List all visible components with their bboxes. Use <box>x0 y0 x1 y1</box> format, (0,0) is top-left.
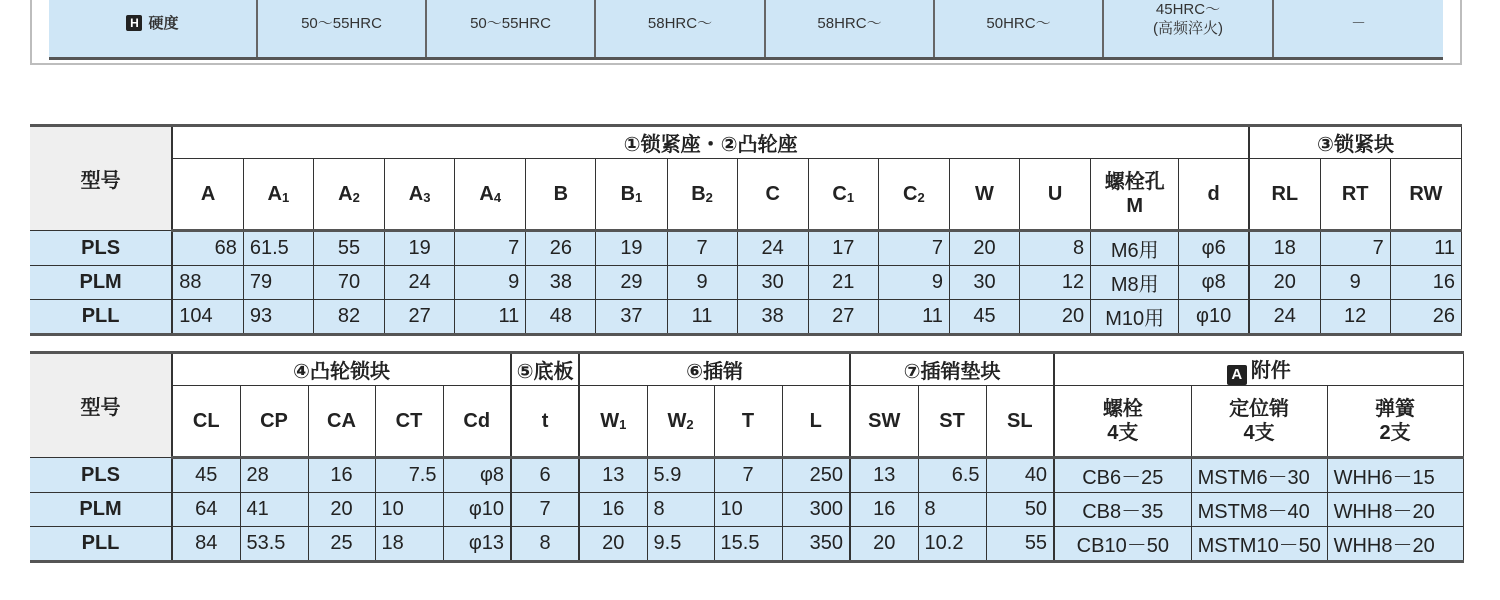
spec-table-2 <box>30 351 1464 563</box>
table1-group-lock-cam: ①锁紧座・②凸轮座 <box>172 126 1249 159</box>
model-cell: PLM <box>30 493 172 527</box>
table2-group-cam-lock: ④凸轮锁块 <box>172 353 511 386</box>
col-header: CL <box>172 386 240 458</box>
cell: 300 <box>782 493 850 527</box>
cell: 15.5 <box>714 527 782 562</box>
cell: 82 <box>313 300 384 335</box>
cell: 9 <box>878 266 949 300</box>
cell: CB8－35 <box>1054 493 1191 527</box>
col-sub: 1 <box>846 189 855 205</box>
col-header: $W_2$ <box>647 386 714 458</box>
cell: 11 <box>455 300 526 335</box>
col-header: Cd <box>443 386 511 458</box>
cell: 350 <box>782 527 850 562</box>
cell: 88 <box>172 266 243 300</box>
cell: 104 <box>172 300 243 335</box>
cell: 20 <box>308 493 375 527</box>
col-header-line: 2支 <box>1379 422 1411 444</box>
cell: 45 <box>172 458 240 493</box>
col-header: $C_2$ <box>878 159 949 231</box>
cell: 9 <box>455 266 526 300</box>
cell: 68 <box>172 231 243 266</box>
col-header: RW <box>1390 159 1461 231</box>
col-header: RL <box>1249 159 1320 231</box>
col-header: $A_4$ <box>455 159 526 231</box>
col-header-line: M <box>1126 195 1144 217</box>
col-header-dowel-pin <box>1191 386 1327 458</box>
table1-group-row <box>30 126 1462 159</box>
hardness-value: 58HRC～ <box>595 0 765 59</box>
cell: 5.9 <box>647 458 714 493</box>
cell: 30 <box>949 266 1019 300</box>
model-cell: PLL <box>30 527 172 562</box>
cell: 20 <box>850 527 918 562</box>
col-sub: 1 <box>635 189 643 205</box>
table2-row-pls <box>30 458 1463 493</box>
table1-group-lock-block: ③锁紧块 <box>1249 126 1462 159</box>
hardness-value: 58HRC～ <box>765 0 934 59</box>
cell: 18 <box>1249 231 1320 266</box>
cell: 9 <box>1320 266 1390 300</box>
hardness-row <box>49 0 1443 59</box>
table1-model-header: 型号 <box>30 126 172 231</box>
cell: 16 <box>1390 266 1461 300</box>
cell: 6.5 <box>918 458 986 493</box>
cell: WHH6－15 <box>1327 458 1463 493</box>
cell: 20 <box>1249 266 1320 300</box>
col-header: SW <box>850 386 918 458</box>
col-sub: 2 <box>917 189 925 205</box>
cell: φ8 <box>1179 266 1249 300</box>
cell: 41 <box>240 493 308 527</box>
hardness-table <box>49 0 1443 60</box>
col-header-line: 螺栓 <box>1102 398 1143 420</box>
cell: 19 <box>596 231 667 266</box>
cell: 84 <box>172 527 240 562</box>
cell: 12 <box>1320 300 1390 335</box>
col-header: A <box>172 159 243 231</box>
col-sub: 4 <box>493 189 502 205</box>
col-sub: 1 <box>619 416 627 432</box>
cell: 27 <box>385 300 455 335</box>
col-header-bolt-hole <box>1091 159 1179 231</box>
cell: 7 <box>878 231 949 266</box>
table1-row-plm <box>30 266 1462 300</box>
col-sub: 2 <box>352 189 360 205</box>
table1-row-pll <box>30 300 1462 335</box>
cell: 9 <box>667 266 737 300</box>
cell: MSTM10－50 <box>1191 527 1327 562</box>
col-header: T <box>714 386 782 458</box>
col-header-line: 弹簧 <box>1375 398 1416 420</box>
cell: 16 <box>850 493 918 527</box>
cell: φ10 <box>443 493 511 527</box>
col-header-spring <box>1327 386 1463 458</box>
cell: CB6－25 <box>1054 458 1191 493</box>
cell: 45 <box>949 300 1019 335</box>
col-header: $B_2$ <box>667 159 737 231</box>
cell: 40 <box>986 458 1054 493</box>
col-header-line: 定位销 <box>1229 398 1290 420</box>
cell: 7 <box>667 231 737 266</box>
col-header: $B_1$ <box>596 159 667 231</box>
col-header: $A_2$ <box>313 159 384 231</box>
cell: 37 <box>596 300 667 335</box>
cell: 61.5 <box>243 231 313 266</box>
col-sub: 1 <box>282 189 290 205</box>
cell: WHH8－20 <box>1327 493 1463 527</box>
table2-model-header: 型号 <box>30 353 172 458</box>
cell: 6 <box>511 458 579 493</box>
cell: φ8 <box>443 458 511 493</box>
cell: 7.5 <box>375 458 443 493</box>
col-header: B <box>526 159 596 231</box>
cell: φ13 <box>443 527 511 562</box>
cell: 55 <box>313 231 384 266</box>
col-header-line: 4支 <box>1243 422 1275 444</box>
hardness-value-line2: (高频淬火) <box>1153 20 1223 37</box>
model-cell: PLL <box>30 300 172 335</box>
hardness-value: 50～55HRC <box>426 0 595 59</box>
cell: WHH8－20 <box>1327 527 1463 562</box>
cell: 7 <box>714 458 782 493</box>
table1-row-pls <box>30 231 1462 266</box>
cell: 18 <box>375 527 443 562</box>
table2-row-plm <box>30 493 1463 527</box>
cell: 16 <box>308 458 375 493</box>
cell: φ10 <box>1179 300 1249 335</box>
cell: 19 <box>385 231 455 266</box>
cell: 8 <box>511 527 579 562</box>
col-sub: 2 <box>686 416 694 432</box>
cell: 30 <box>737 266 808 300</box>
cell: 10 <box>375 493 443 527</box>
table2-group-base-plate: ⑤底板 <box>511 353 579 386</box>
col-header: L <box>782 386 850 458</box>
cell: 7 <box>511 493 579 527</box>
table2-group-pin-spacer: ⑦插销垫块 <box>850 353 1054 386</box>
hardness-value: 50HRC～ <box>934 0 1103 59</box>
cell: 9.5 <box>647 527 714 562</box>
cell: 93 <box>243 300 313 335</box>
cell: 24 <box>737 231 808 266</box>
cell: 16 <box>579 493 647 527</box>
hardness-value-line1: 45HRC～ <box>1155 1 1221 18</box>
model-cell: PLS <box>30 458 172 493</box>
hardness-value: 50～55HRC <box>257 0 426 59</box>
cell: 10.2 <box>918 527 986 562</box>
cell: M6用 <box>1091 231 1179 266</box>
hardness-value: － <box>1273 0 1443 59</box>
col-header-line: 4支 <box>1107 422 1139 444</box>
col-sub: 3 <box>423 189 431 205</box>
hardness-label-cell <box>49 0 257 59</box>
cell: CB10－50 <box>1054 527 1191 562</box>
accessory-badge-icon: A <box>1227 365 1247 385</box>
cell: 20 <box>1020 300 1091 335</box>
cell: 11 <box>667 300 737 335</box>
hardness-badge-icon: H <box>126 15 142 31</box>
cell: M10用 <box>1091 300 1179 335</box>
cell: 12 <box>1020 266 1091 300</box>
hardness-label: 硬度 <box>148 15 179 32</box>
cell: φ6 <box>1179 231 1249 266</box>
cell: 29 <box>596 266 667 300</box>
cell: M8用 <box>1091 266 1179 300</box>
cell: 48 <box>526 300 596 335</box>
cell: 7 <box>455 231 526 266</box>
cell: 24 <box>1249 300 1320 335</box>
col-header-bolt <box>1054 386 1191 458</box>
cell: 53.5 <box>240 527 308 562</box>
cell: MSTM6－30 <box>1191 458 1327 493</box>
col-header: RT <box>1320 159 1390 231</box>
col-header: t <box>511 386 579 458</box>
cell: 11 <box>878 300 949 335</box>
table1-column-row <box>30 159 1462 231</box>
col-header: $W_1$ <box>579 386 647 458</box>
cell: 20 <box>579 527 647 562</box>
table2-column-row <box>30 386 1463 458</box>
cell: MSTM8－40 <box>1191 493 1327 527</box>
cell: 38 <box>526 266 596 300</box>
cell: 11 <box>1390 231 1461 266</box>
cell: 26 <box>526 231 596 266</box>
cell: 13 <box>850 458 918 493</box>
col-header: SL <box>986 386 1054 458</box>
cell: 26 <box>1390 300 1461 335</box>
cell: 38 <box>737 300 808 335</box>
cell: 8 <box>647 493 714 527</box>
col-header: C <box>737 159 808 231</box>
col-header: d <box>1179 159 1249 231</box>
col-header: $A_1$ <box>243 159 313 231</box>
cell: 27 <box>808 300 878 335</box>
col-header-line: 螺栓孔 <box>1104 171 1165 193</box>
col-header: CP <box>240 386 308 458</box>
col-header: W <box>949 159 1019 231</box>
cell: 8 <box>918 493 986 527</box>
spec-table-1 <box>30 124 1462 336</box>
cell: 21 <box>808 266 878 300</box>
cell: 20 <box>949 231 1019 266</box>
cell: 250 <box>782 458 850 493</box>
hardness-value <box>1103 0 1273 59</box>
col-header: ST <box>918 386 986 458</box>
cell: 17 <box>808 231 878 266</box>
table2-group-row <box>30 353 1463 386</box>
cell: 13 <box>579 458 647 493</box>
accessory-label: 附件 <box>1250 360 1291 382</box>
col-header: $C_1$ <box>808 159 878 231</box>
table2-row-pll <box>30 527 1463 562</box>
table2-group-accessories <box>1054 353 1463 386</box>
cell: 25 <box>308 527 375 562</box>
col-sub: 2 <box>705 189 713 205</box>
col-header: $A_3$ <box>385 159 455 231</box>
cell: 7 <box>1320 231 1390 266</box>
cell: 10 <box>714 493 782 527</box>
cell: 64 <box>172 493 240 527</box>
cell: 55 <box>986 527 1054 562</box>
cell: 79 <box>243 266 313 300</box>
col-header: U <box>1020 159 1091 231</box>
model-cell: PLS <box>30 231 172 266</box>
cell: 8 <box>1020 231 1091 266</box>
col-header: CA <box>308 386 375 458</box>
table2-group-pin: ⑥插销 <box>579 353 850 386</box>
cell: 70 <box>313 266 384 300</box>
model-cell: PLM <box>30 266 172 300</box>
col-header: CT <box>375 386 443 458</box>
cell: 28 <box>240 458 308 493</box>
cell: 24 <box>385 266 455 300</box>
cell: 50 <box>986 493 1054 527</box>
